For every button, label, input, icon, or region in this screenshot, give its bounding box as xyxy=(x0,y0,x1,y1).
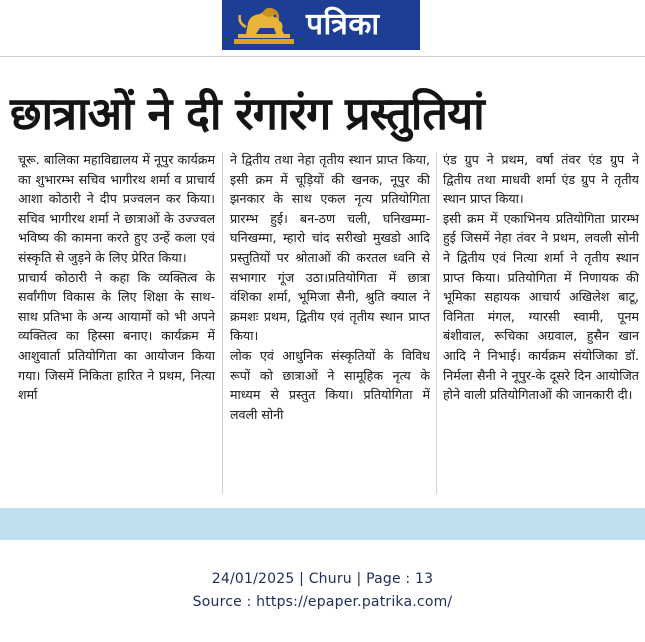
lion-emblem-icon xyxy=(232,3,296,47)
bottom-band xyxy=(0,508,645,540)
masthead-title: पत्रिका xyxy=(306,7,380,42)
article-column-3 xyxy=(443,150,639,495)
article-paragraph: ने द्वितीय तथा नेहा तृतीय स्थान प्राप्त किया, इसी क्रम में चूड़ियों की खनक, नूपुर की झनकार के साथ एकल नृत्य प्रतियोगिता प्रारम्भ हुई। बन-ठण चली, घनिखम्मा-घनिखम्मा, म्हारो चांद सरीखो मुखडो आदि प्रस्तुतियों पर श्रोताओं की करतल ध्वनि से सभागार गूंज उठा।प्रतियोगिता में छात्रा वंशिका शर्मा, भूमिजा सैनी, श्रुति क्याल ने क्रमशः प्रथम, द्वितीय एवं तृतीय स्थान प्राप्त किया। xyxy=(230,152,430,344)
divider xyxy=(0,56,645,57)
article-paragraph: चूरू. बालिका महाविद्यालय में नूपुर कार्यक्रम का शुभारम्भ सचिव भागीरथ शर्मा व प्राचार्य आशा कोठारी ने दीप प्रज्वलन कर किया। सचिव भागीरथ शर्मा ने छात्राओं के उज्ज्वल भविष्य की कामना करते हुए उन्हें कला एवं संस्कृति से जुड़ने के लिए प्रेरित किया। xyxy=(18,152,215,265)
footer-source: Source : https://epaper.patrika.com/ xyxy=(192,594,453,610)
article-paragraph: लोक एवं आधुनिक संस्कृतियों के विविध रूपों को छात्राओं ने सामूहिक नृत्य के माध्यम से प्रस्तुत किया। प्रतियोगिता में लवली सोनी xyxy=(230,347,430,422)
column-divider xyxy=(222,152,223,494)
article-paragraph: एंड ग्रुप ने प्रथम, वर्षा तंवर एंड ग्रुप ने द्वितीय तथा माधवी शर्मा एंड ग्रुप ने तृतीय स्थान प्राप्त किया। xyxy=(443,152,639,207)
headline: छात्राओं ने दी रंगारंग प्रस्तुतियां xyxy=(10,87,484,140)
article-column-1 xyxy=(18,150,215,495)
article-paragraph: प्राचार्य कोठारी ने कहा कि व्यक्तित्व के सर्वांगीण विकास के लिए शिक्षा के साथ-साथ प्रतिभा के अन्य आयामों को भी अपने व्यक्तित्व का हिस्सा बनाए। कार्यक्रम में आशुवार्ता प्रतियोगिता का आयोजन किया गया। जिसमें निकिता हारित ने प्रथम, नित्या शर्मा xyxy=(18,269,215,403)
article-column-2 xyxy=(230,150,430,495)
article-paragraph: इसी क्रम में एकाभिनय प्रतियोगिता प्रारम्भ हुई जिसमें नेहा तंवर ने प्रथम, लवली सोनी ने द्वितीय एवं नित्या शर्मा ने तृतीय स्थान प्राप्त किया। प्रतियोगिता में निणायक की भूमिका सहायक आचार्य अखिलेश बाटू, विनिता मंगल, ग्यारसी स्वामी, पूनम बंशीवाल, रूचिका अग्रवाल, हुसैन खान आदि ने निभाई। कार्यक्रम संयोजिका डॉ. निर्मला सैनी ने नूपुर-के दूसरे दिन आयोजित होने वाली प्रतियोगिताओं की जानकारी दी। xyxy=(443,210,639,403)
footer-meta: 24/01/2025 | Churu | Page : 13 xyxy=(211,571,434,587)
column-divider xyxy=(436,152,437,494)
masthead xyxy=(222,0,420,50)
